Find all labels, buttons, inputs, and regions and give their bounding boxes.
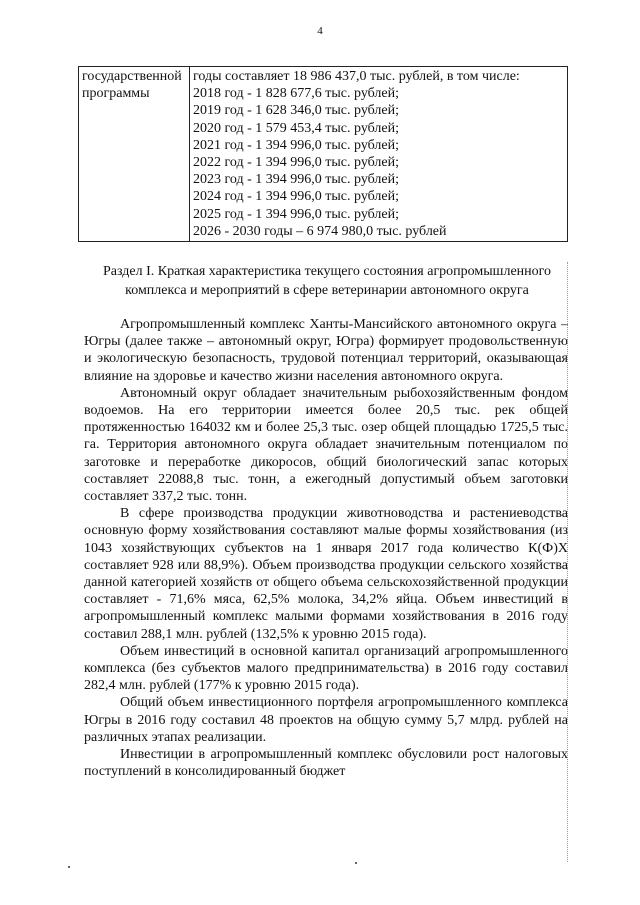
paragraph: Агропромышленный комплекс Ханты-Мансийского автономного округа – Югры (далее также – автономный округ, Югра) формирует продовольственную и экологическую безопасность, трудовой потенциал территорий, оказывающая влияние на здоровье и качество жизни населения автономного округа. — [84, 317, 568, 384]
paragraph: В сфере производства продукции животноводства и растениеводства основную форму хозяйствования составляют малые формы хозяйствования (из 1043 хозяйствующих субъектов на 1 января 2017 года количество К(Ф)Х составляет 928 или 88,9%). Объем производства продукции сельского хозяйства данной категорией хозяйств от общего объема сельскохозяйственной продукции составляет - 71,6% мяса, 62,5% молока, 34,2% яйца. Объем инвестиций в агропромышленный комплекс малыми формами хозяйствования в 2016 году составил 288,1 млн. рублей (132,5% к уровню 2015 года). — [84, 506, 568, 642]
budget-line-total: годы составляет 18 986 437,0 тыс. рублей, в том числе: — [193, 69, 520, 84]
budget-line-2018: 2018 год - 1 828 677,6 тыс. рублей; — [193, 86, 400, 102]
scan-margin-line — [567, 262, 568, 862]
budget-line-2026-2030: 2026 - 2030 годы – 6 974 980,0 тыс. рублей — [193, 223, 447, 239]
scan-speck — [355, 862, 357, 864]
paragraph: Инвестиции в агропромышленный комплекс обусловили рост налоговых поступлений в консолидированный бюджет — [84, 747, 568, 780]
budget-line-2022: 2022 год - 1 394 996,0 тыс. рублей; — [193, 155, 400, 171]
budget-line-2025: 2025 год - 1 394 996,0 тыс. рублей; — [193, 206, 400, 222]
paragraph: Автономный округ обладает значительным рыбохозяйственным фондом водоемов. На его территории имеется более 20,5 тыс. рек общей протяженностью 164032 км и более 25,3 тыс. озер общей площадью 1725,5 тыс. га. Территория автономного округа обладает значительным потенциалом по заготовке и переработке дикоросов, общий биологический запас которых составляет 22088,8 тыс. тонн, а ежегодный допустимый объем заготовки составляет 337,2 тыс. тонн. — [84, 385, 568, 505]
body-text — [84, 316, 568, 780]
budget-lines-cell — [190, 67, 568, 242]
budget-line-2024: 2024 год - 1 394 996,0 тыс. рублей; — [193, 189, 400, 205]
section-title: Раздел I. Краткая характеристика текущего состояния агропромышленного комплекса и мероприятий в сфере ветеринарии автономного округа — [102, 264, 552, 298]
paragraph: Общий объем инвестиционного портфеля агропромышленного комплекса Югры в 2016 году составил 48 проектов на общую сумму 5,7 млрд. рублей на различных этапах реализации. — [84, 695, 568, 745]
page-number: 4 — [317, 25, 323, 37]
budget-line-2019: 2019 год - 1 628 346,0 тыс. рублей; — [193, 103, 400, 119]
budget-line-2023: 2023 год - 1 394 996,0 тыс. рублей; — [193, 172, 400, 188]
scan-speck — [68, 866, 70, 868]
budget-line-2020: 2020 год - 1 579 453,4 тыс. рублей; — [193, 120, 400, 136]
paragraph: Объем инвестиций в основной капитал организаций агропромышленного комплекса (без субъектов малого предпринимательства) в 2016 году составил 282,4 млн. рублей (177% к уровню 2015 года). — [84, 643, 568, 694]
table-row — [79, 67, 568, 242]
budget-line-2021: 2021 год - 1 394 996,0 тыс. рублей; — [193, 137, 400, 153]
budget-table — [78, 66, 568, 242]
program-label-cell: государственной программы — [79, 67, 190, 242]
